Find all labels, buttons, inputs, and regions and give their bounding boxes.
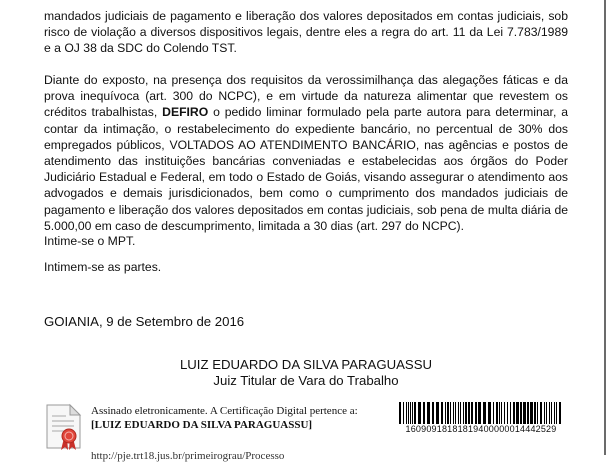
certification-block (91, 404, 391, 432)
barcode-bar (465, 402, 467, 424)
barcode-bar (436, 402, 439, 424)
barcode-bar (453, 402, 454, 424)
barcode-bar (551, 402, 552, 424)
barcode-bar (458, 402, 459, 424)
barcode-bar (520, 402, 522, 424)
barcode-bar (493, 402, 494, 424)
barcode-bar (408, 402, 409, 424)
barcode-bar (406, 402, 407, 424)
text-run: o pedido liminar formulado pela parte autora para determinar, a contar da intimação, o restabelecimento do expediente bancário, no percentual de 30% dos empregados públicos, VOLTADOS AO ATENDIMENTO BANCÁRIO, nas agências e postos de atendimento das instituições bancárias conveniadas e estabelecidas aos órgãos do Poder Judiciário Estadual e Federal, em todo o Estado de Goiás, visando assegurar o atendimento aos advogados e demais jurisdicionados, bem como o cumprimento dos mandados judiciais de pagamento e liberação dos valores depositados em contas judiciais, sob pena de multa diária de 5.000,00 em caso de descumprimento, limitada a 30 dias (art. 297 do NCPC). (44, 105, 568, 233)
date-line: GOIANIA, 9 de Setembro de 2016 (44, 314, 245, 329)
barcode-bar (463, 402, 464, 424)
barcode-bar (432, 402, 434, 424)
barcode-bar (507, 402, 508, 424)
barcode-bar (496, 402, 498, 424)
text-run: mandados judiciais de pagamento e liberação dos valores depositados em contas judiciais, sob risco de violação a diversos dispositivos legais, dentre eles a regra do art. 11 da Lei 7.783/1989 e a OJ 38 da SDC do Colendo TST. (44, 9, 568, 56)
barcode-bar (412, 402, 413, 424)
barcode-bar (556, 402, 557, 424)
barcode-bar (460, 402, 461, 424)
barcode-bar (403, 402, 404, 424)
barcode-bar (530, 402, 533, 424)
barcode-bar (513, 402, 515, 424)
barcode-bar (534, 402, 536, 424)
signature-role: Juiz Titular de Vara do Trabalho (213, 373, 399, 388)
barcode-bar (488, 402, 491, 424)
barcode-bar (554, 402, 555, 424)
barcode-bar (504, 402, 505, 424)
certificate-document-icon (44, 402, 84, 452)
barcode-bar (414, 402, 416, 424)
barcode-bar (410, 402, 411, 424)
paragraph-4 (44, 259, 568, 275)
barcode-bar (546, 402, 547, 424)
barcode-bar (468, 402, 470, 424)
barcode-bar (450, 402, 451, 424)
barcode-bar (537, 402, 538, 424)
signature-name: LUIZ EDUARDO DA SILVA PARAGUASSU (179, 357, 433, 372)
barcode-bar (478, 402, 481, 424)
paragraph-1 (44, 8, 568, 57)
barcode-bar (559, 402, 561, 424)
barcode-bar (447, 402, 449, 424)
barcode-bar (423, 402, 425, 424)
barcode-bar (475, 402, 477, 424)
barcode-bar (523, 402, 526, 424)
bold-run: DEFIRO (162, 105, 209, 120)
barcode-bar (445, 402, 446, 424)
barcode-bar (471, 402, 473, 424)
text-run: Intime-se o MPT. (44, 234, 136, 248)
barcode-bar (516, 402, 519, 424)
barcode-bar (544, 402, 545, 424)
barcode-number: 16090918181819400000014442529 (405, 424, 557, 434)
barcode-bar (510, 402, 511, 424)
text-run: Intimem-se as partes. (44, 260, 162, 274)
certificate-holder: [LUIZ EDUARDO DA SILVA PARAGUASSU] (91, 419, 313, 431)
barcode-bar (427, 402, 430, 424)
barcode-bar (527, 402, 529, 424)
barcode-bar (418, 402, 421, 424)
paragraph-2 (44, 72, 568, 234)
barcode-bar (540, 402, 542, 424)
barcode-bar (499, 402, 500, 424)
barcode-icon (398, 402, 564, 424)
barcode-bar (441, 402, 443, 424)
truncated-url-line: http://pje.trt18.jus.br/primeirograu/Processo (91, 450, 285, 462)
barcode-bar (549, 402, 550, 424)
text-run: Diante do exposto, na presença dos requisitos da verossimilhança das alegações fáticas e da prova inequívoca (art. 300 do NCPC), e em virtude da natureza alimentar que revestem os créditos trabalhistas, (44, 73, 568, 120)
certification-line: Assinado eletronicamente. A Certificação Digital pertence a: (91, 405, 358, 417)
barcode-bar (501, 402, 502, 424)
paragraph-3 (44, 233, 568, 249)
barcode-bar (399, 402, 401, 424)
barcode-bar (455, 402, 456, 424)
barcode-bar (483, 402, 486, 424)
page-edge-border (604, 0, 606, 455)
